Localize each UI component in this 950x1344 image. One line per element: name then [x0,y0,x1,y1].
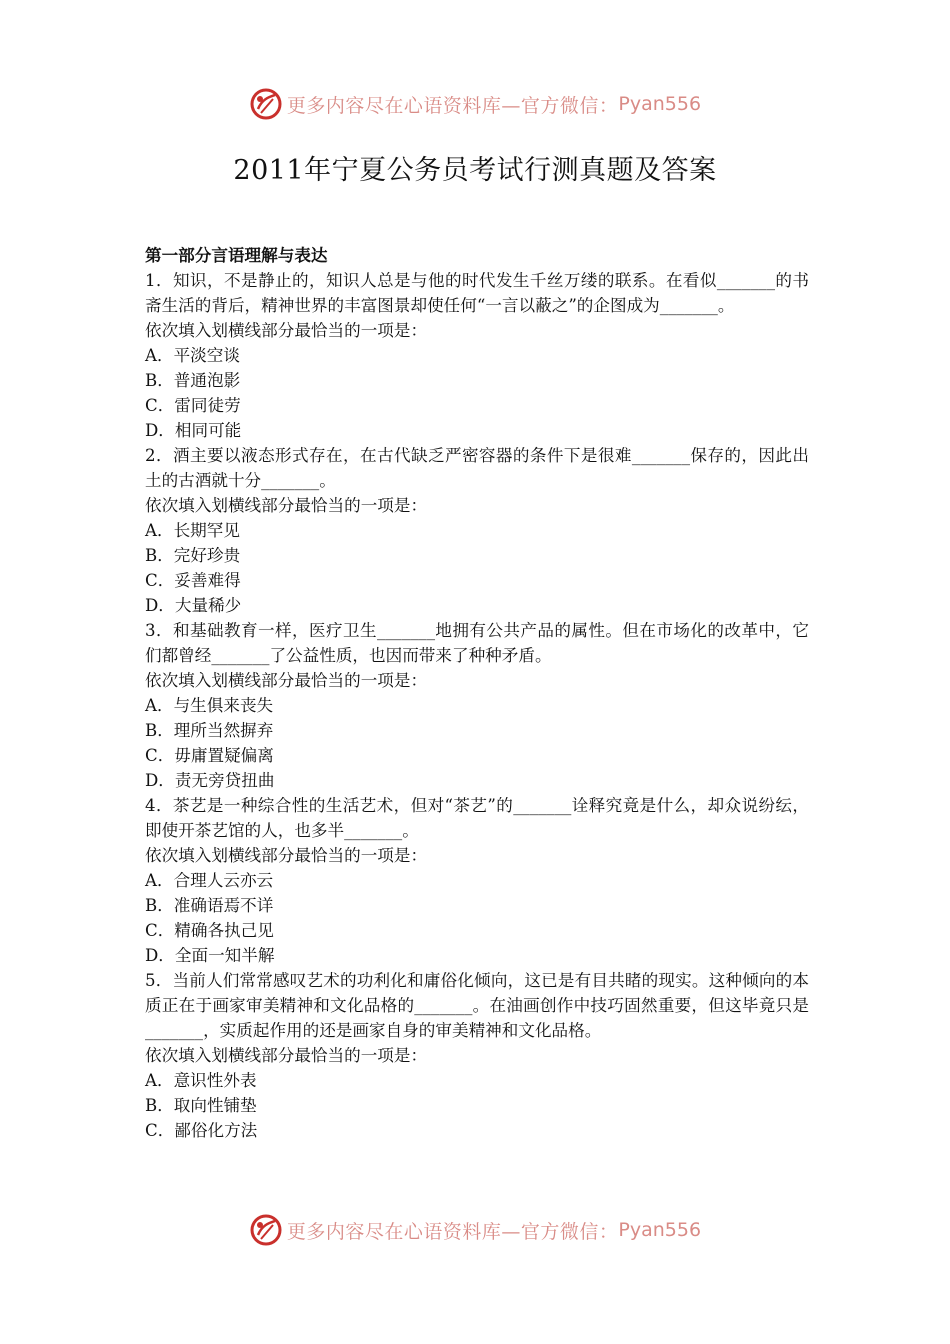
question-4-stem: 4．茶艺是一种综合性的生活艺术，但对“茶艺”的_______诠释究竟是什么，却众说纷纭，即使开茶艺馆的人，也多半_______。 [145,796,809,840]
document-body [145,243,809,1143]
question-1-option-b: B．普通泡影 [145,371,241,390]
document-title: 2011年宁夏公务员考试行测真题及答案 [233,155,717,186]
question-5-stem: 5．当前人们常常感叹艺术的功利化和庸俗化倾向，这已是有目共睹的现实。这种倾向的本质正在于画家审美精神和文化品格的_______。在油画创作中技巧固然重要，但这毕竟只是_______，实质起作用的还是画家自身的审美精神和文化品格。 [145,971,809,1040]
question-4-option-c: C．精确各执己见 [145,921,274,940]
question-3-option-c: C．毋庸置疑偏离 [145,746,274,765]
question-1-prompt: 依次填入划横线部分最恰当的一项是： [145,321,428,340]
banner-text: 更多内容尽在心语资料库—官方微信： [286,94,619,117]
question-4-option-a: A．合理人云亦云 [145,871,274,890]
question-3-prompt: 依次填入划横线部分最恰当的一项是： [145,671,428,690]
question-2-prompt: 依次填入划横线部分最恰当的一项是： [145,496,428,515]
header-banner [0,84,950,124]
question-3-option-d: D．责无旁贷扭曲 [145,771,275,790]
question-1-option-a: A．平淡空谈 [145,346,240,365]
question-3-option-a: A．与生俱来丧失 [145,696,274,715]
question-5-prompt: 依次填入划横线部分最恰当的一项是： [145,1046,428,1065]
question-2-option-d: D．大量稀少 [145,596,242,615]
banner-wechat-id: Pyan556 [618,1219,702,1241]
question-2-option-c: C．妥善难得 [145,571,241,590]
banner-text: 更多内容尽在心语资料库—官方微信： [286,1220,619,1243]
footer-banner [0,1210,950,1250]
question-5-option-a: A．意识性外表 [145,1071,257,1090]
pen-flower-logo-icon [249,1213,283,1247]
question-3-option-b: B．理所当然摒弃 [145,721,274,740]
question-2-stem: 2．酒主要以液态形式存在，在古代缺乏严密容器的条件下是很难_______保存的，因此出土的古酒就十分_______。 [145,446,809,490]
banner-wechat-id: Pyan556 [618,93,702,115]
question-4-option-b: B．准确语焉不详 [145,896,274,915]
section-heading: 第一部分言语理解与表达 [145,245,328,265]
question-1-option-c: C．雷同徒劳 [145,396,241,415]
question-1-option-d: D．相同可能 [145,421,242,440]
question-4-prompt: 依次填入划横线部分最恰当的一项是： [145,846,428,865]
question-5-option-c: C．鄙俗化方法 [145,1121,258,1140]
question-1-stem: 1．知识，不是静止的，知识人总是与他的时代发生千丝万缕的联系。在看似_______的书斋生活的背后，精神世界的丰富图景却使任何“一言以蔽之”的企图成为_______。 [145,271,809,315]
question-5-option-b: B．取向性铺垫 [145,1096,257,1115]
question-3-stem: 3．和基础教育一样，医疗卫生_______地拥有公共产品的属性。但在市场化的改革中，它们都曾经_______了公益性质，也因而带来了种种矛盾。 [145,621,809,665]
question-2-option-b: B．完好珍贵 [145,546,241,565]
question-4-option-d: D．全面一知半解 [145,946,275,965]
pen-flower-logo-icon [249,87,283,121]
question-2-option-a: A．长期罕见 [145,521,240,540]
